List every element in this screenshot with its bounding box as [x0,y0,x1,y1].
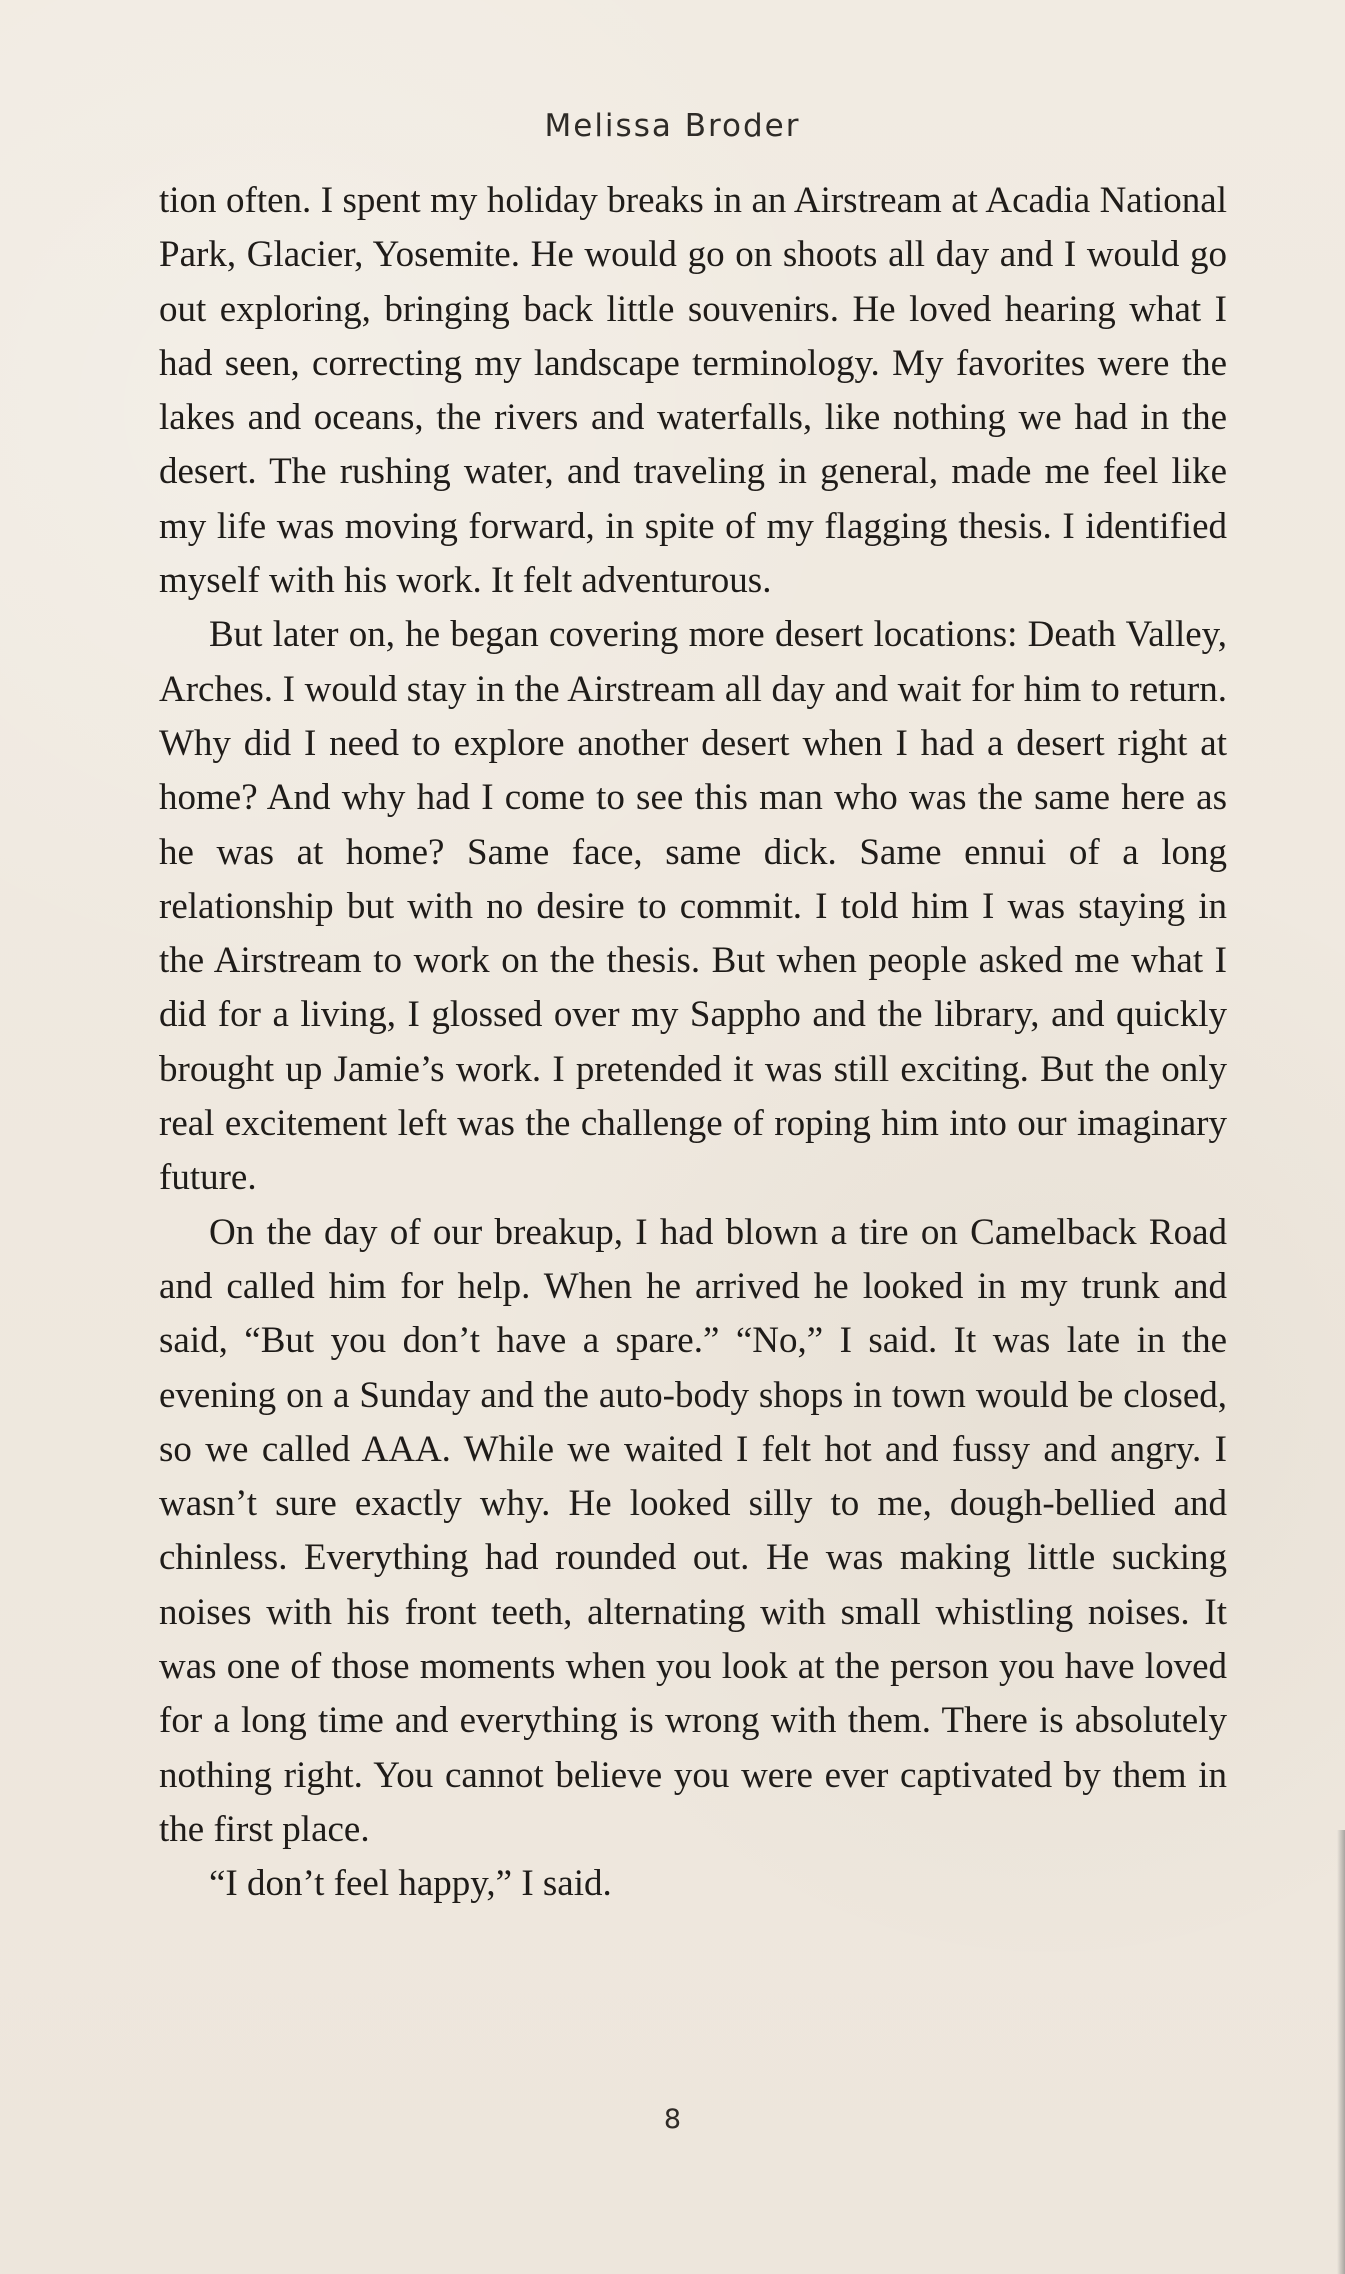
paragraph-4: “I don’t feel happy,” I said. [209,1863,612,1905]
page-edge-shadow [1337,1830,1345,2274]
page-number: 8 [663,2104,682,2135]
paragraph-1: tion often. I spent my holiday breaks in an Airstream at Acadia National Park, Glacier, Yosemite. He would go on shoots all day and I would go out exploring, bringing back little souvenirs. He loved hearing what I had seen, correcting my landscape terminology. My favorites were the lakes and oceans, the rivers and waterfalls, like nothing we had in the desert. The rushing water, and traveling in general, made me feel like my life was moving forward, in spite of my flagging thesis. I identified myself with his work. It felt adventurous. [159,180,1227,602]
running-header: Melissa Broder [544,108,801,144]
paragraph-2: But later on, he began covering more desert locations: Death Valley, Arches. I would stay in the Airstream all day and wait for him to return. Why did I need to explore another desert when I had a desert right at home? And why had I come to see this man who was the same here as he was at home? Same face, same dick. Same ennui of a long relationship but with no desire to commit. I told him I was staying in the Airstream to work on the thesis. But when people asked me what I did for a living, I glossed over my Sappho and the library, and quickly brought up Jamie’s work. I pretended it was still exciting. But the only real excitement left was the challenge of roping him into our imaginary future. [159,614,1227,1199]
paragraph-3: On the day of our breakup, I had blown a tire on Camelback Road and called him for help. When he arrived he looked in my trunk and said, “But you don’t have a spare.” “No,” I said. It was late in the evening on a Sunday and the auto-body shops in town would be closed, so we called AAA. While we waited I felt hot and fussy and angry. I wasn’t sure exactly why. He looked silly to me, dough-bellied and chinless. Everything had rounded out. He was making little sucking noises with his front teeth, alternating with small whistling noises. It was one of those moments when you look at the person you have loved for a long time and everything is wrong with them. There is absolutely nothing right. You cannot believe you were ever captivated by them in the first place. [159,1211,1227,1850]
body-text [159,174,1227,1912]
